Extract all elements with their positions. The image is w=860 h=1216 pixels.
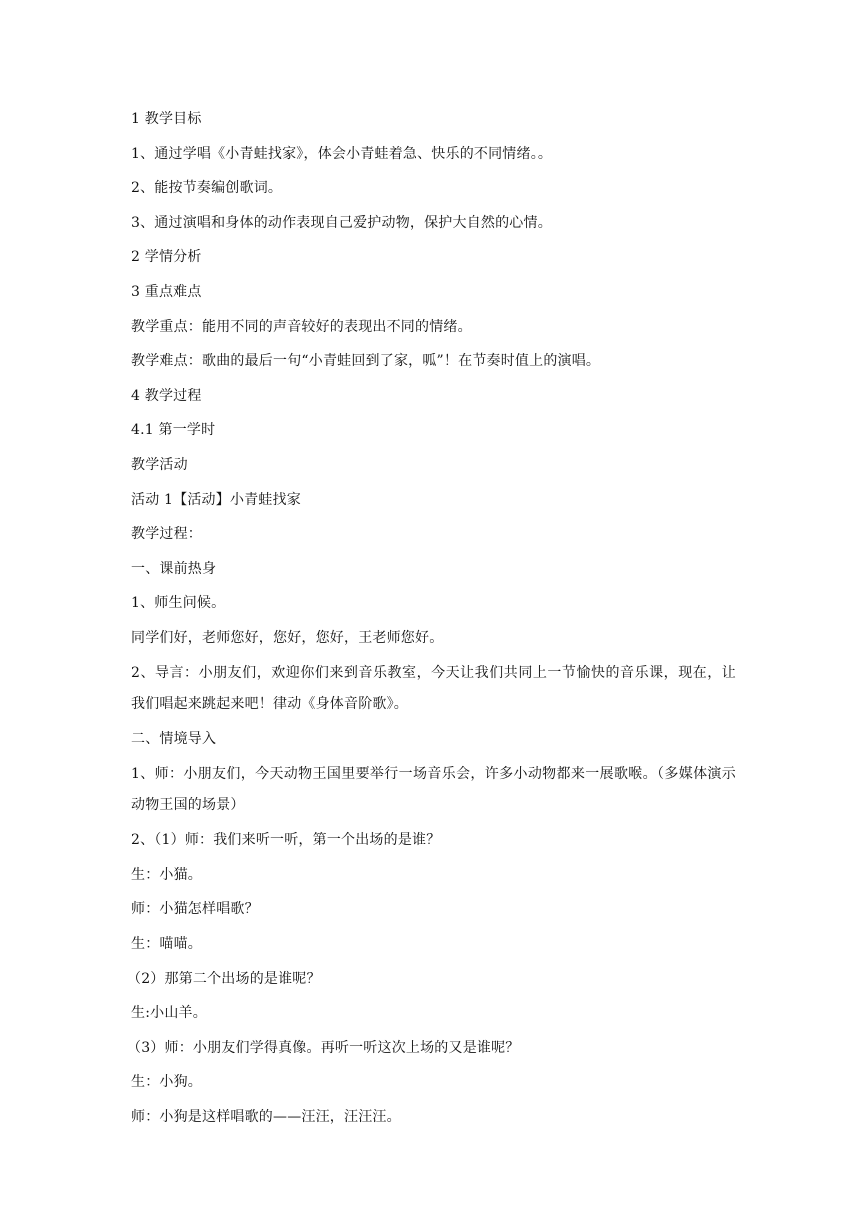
teaching-process-label: 教学过程：	[131, 526, 202, 543]
dialogue-line-6: 生:小山羊。	[131, 1005, 207, 1022]
goal-item-1: 1、通过学唱《小青蛙找家》，体会小青蛙着急、快乐的不同情绪。。	[131, 145, 553, 162]
greeting-text: 同学们好，老师您好，您好，您好，王老师您好。	[131, 629, 444, 646]
subsection-heading-first-lesson: 4.1 第一学时	[131, 422, 216, 439]
section-heading-key-points: 3 重点难点	[131, 283, 202, 300]
section-heading-teaching-process: 4 教学过程	[131, 387, 202, 404]
activity-1-title: 活动 1【活动】小青蛙找家	[131, 491, 301, 508]
dialogue-line-1: 2、（1）师：我们来听一听，第一个出场的是谁？	[131, 832, 441, 849]
difficult-point-line: 教学难点：歌曲的最后一句“小青蛙回到了家，呱”！在节奏时值上的演唱。	[131, 353, 601, 370]
document-body	[127, 109, 736, 1142]
section-heading-student-analysis: 2 学情分析	[131, 249, 202, 266]
dialogue-line-9: 师：小狗是这样唱歌的——汪汪，汪汪汪。	[131, 1109, 401, 1126]
part-2-heading: 二、情境导入	[131, 731, 217, 748]
section-heading-teaching-goals: 1 教学目标	[131, 111, 202, 127]
greeting-step: 1、师生问候。	[131, 595, 226, 612]
teaching-activities-heading: 教学活动	[131, 456, 188, 473]
goal-item-2: 2、能按节奏编创歌词。	[131, 180, 283, 197]
key-point-line: 教学重点：能用不同的声音较好的表现出不同的情绪。	[131, 318, 472, 335]
dialogue-line-7: （3）师：小朋友们学得真像。再听一听这次上场的又是谁呢？	[127, 1039, 520, 1056]
dialogue-line-4: 生：喵喵。	[131, 936, 202, 953]
goal-item-3: 3、通过演唱和身体的动作表现自己爱护动物，保护大自然的心情。	[131, 214, 552, 231]
dialogue-line-5: （2）那第二个出场的是谁呢？	[127, 970, 321, 987]
part-1-heading: 一、课前热身	[131, 560, 217, 577]
dialogue-line-8: 生：小狗。	[131, 1074, 202, 1091]
intro-paragraph: 2、导言：小朋友们，欢迎你们来到音乐教室，今天让我们共同上一节愉快的音乐课，现在，让我们唱起来跳起来吧！律动《身体音阶歌》。	[131, 664, 736, 712]
dialogue-line-3: 师：小猫怎样唱歌？	[131, 901, 259, 918]
dialogue-line-2: 生：小猫。	[131, 866, 202, 883]
scene-paragraph: 1、师：小朋友们，今天动物王国里要举行一场音乐会，许多小动物都来一展歌喉。（多媒体演示动物王国的场景）	[131, 765, 736, 813]
